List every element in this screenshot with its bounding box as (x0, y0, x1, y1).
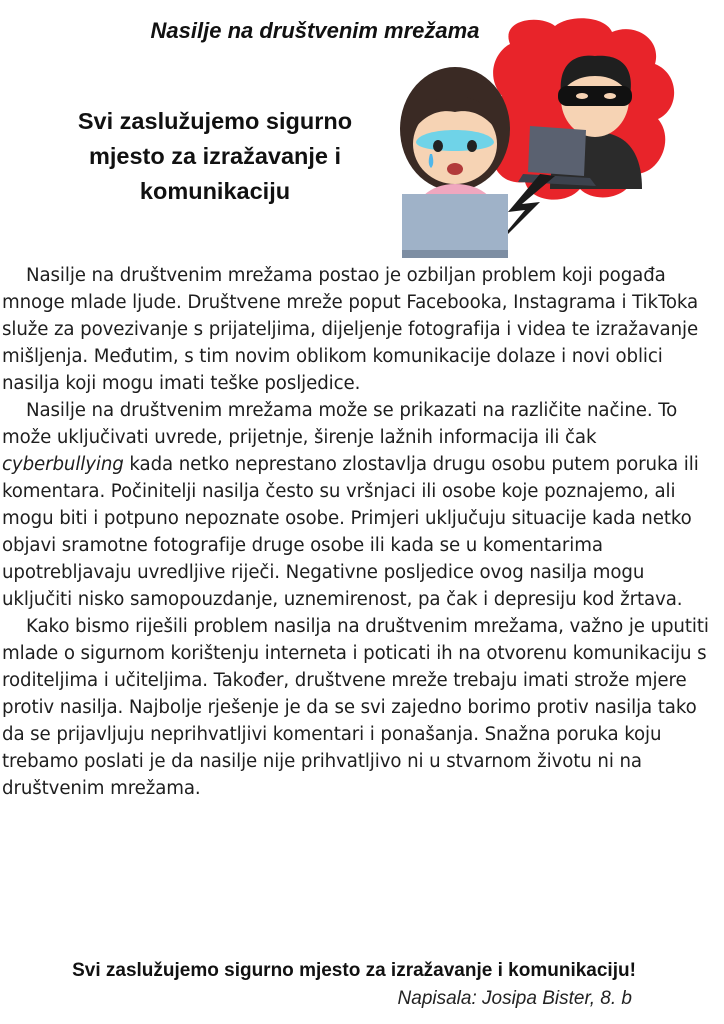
closing-statement: Svi zaslužujemo sigurno mjesto za izražavanje i komunikaciju! (72, 960, 636, 981)
bully-laptop (528, 126, 586, 176)
paragraph-2-text-before: Nasilje na društvenim mrežama može se prikazati na različite načine. To može uključivati uvrede, prijetnje, širenje lažnih informacija ili čak (2, 400, 678, 448)
paragraph-2-text-after: kada netko neprestano zlostavlja drugu osobu putem poruka ili komentara. Počinitelji nasilja često su vršnjaci ili osobe koje poznajemo, ali mogu biti i potpuno nepoznate osobe. Primjeri uključuju situacije kada netko objavi sramotne fotografije druge osobe ili kada se u komentarima upotrebljavaju uvredljive riječi. Negativne posljedice ovog nasilja mogu uključiti nisko samopouzdanje, uznemirenost, pa čak i depresiju kod žrtava. (2, 454, 699, 610)
article-paragraph-1: Nasilje na društvenim mrežama postao je ozbiljan problem koji pogađa mnoge mlade ljude. Društvene mreže poput Facebooka, Instagrama i TikToka služe za povezivanje s prijateljima, dijeljenje fotografija i videa te izražavanje mišljenja. Međutim, s tim novim oblikom komunikacije dolaze i novi oblici nasilja koji mogu imati teške posljedice. (2, 265, 699, 394)
victim-laptop (402, 194, 508, 254)
page-subtitle: Svi zaslužujemo sigurno mjesto za izražavanje i komunikaciju (77, 108, 353, 204)
article-paragraph-2 (0, 397, 716, 613)
article-body (0, 262, 716, 802)
bully-mask (558, 86, 632, 106)
page-title: Nasilje na društvenim mrežama (150, 18, 480, 43)
cyberbullying-term: cyberbullying (2, 454, 124, 475)
article-paragraph-3: Kako bismo riješili problem nasilja na društvenim mrežama, važno je uputiti mlade o sigurnom korištenju interneta i poticati ih na otvorenu komunikaciju s roditeljima i učiteljima. Također, društvene mreže trebaju imati strože mjere protiv nasilja. Najbolje rješenje je da se svi zajedno borimo protiv nasilja tako da se prijavljuju neprihvatljivi komentari i ponašanja. Snažna poruka koju trebamo poslati je da nasilje nije prihvatljivo ni u stvarnom životu ni na društvenim mrežama. (2, 616, 709, 799)
author-signature: Napisala: Josipa Bister, 8. b (397, 988, 632, 1009)
cyberbullying-illustration (390, 14, 690, 264)
